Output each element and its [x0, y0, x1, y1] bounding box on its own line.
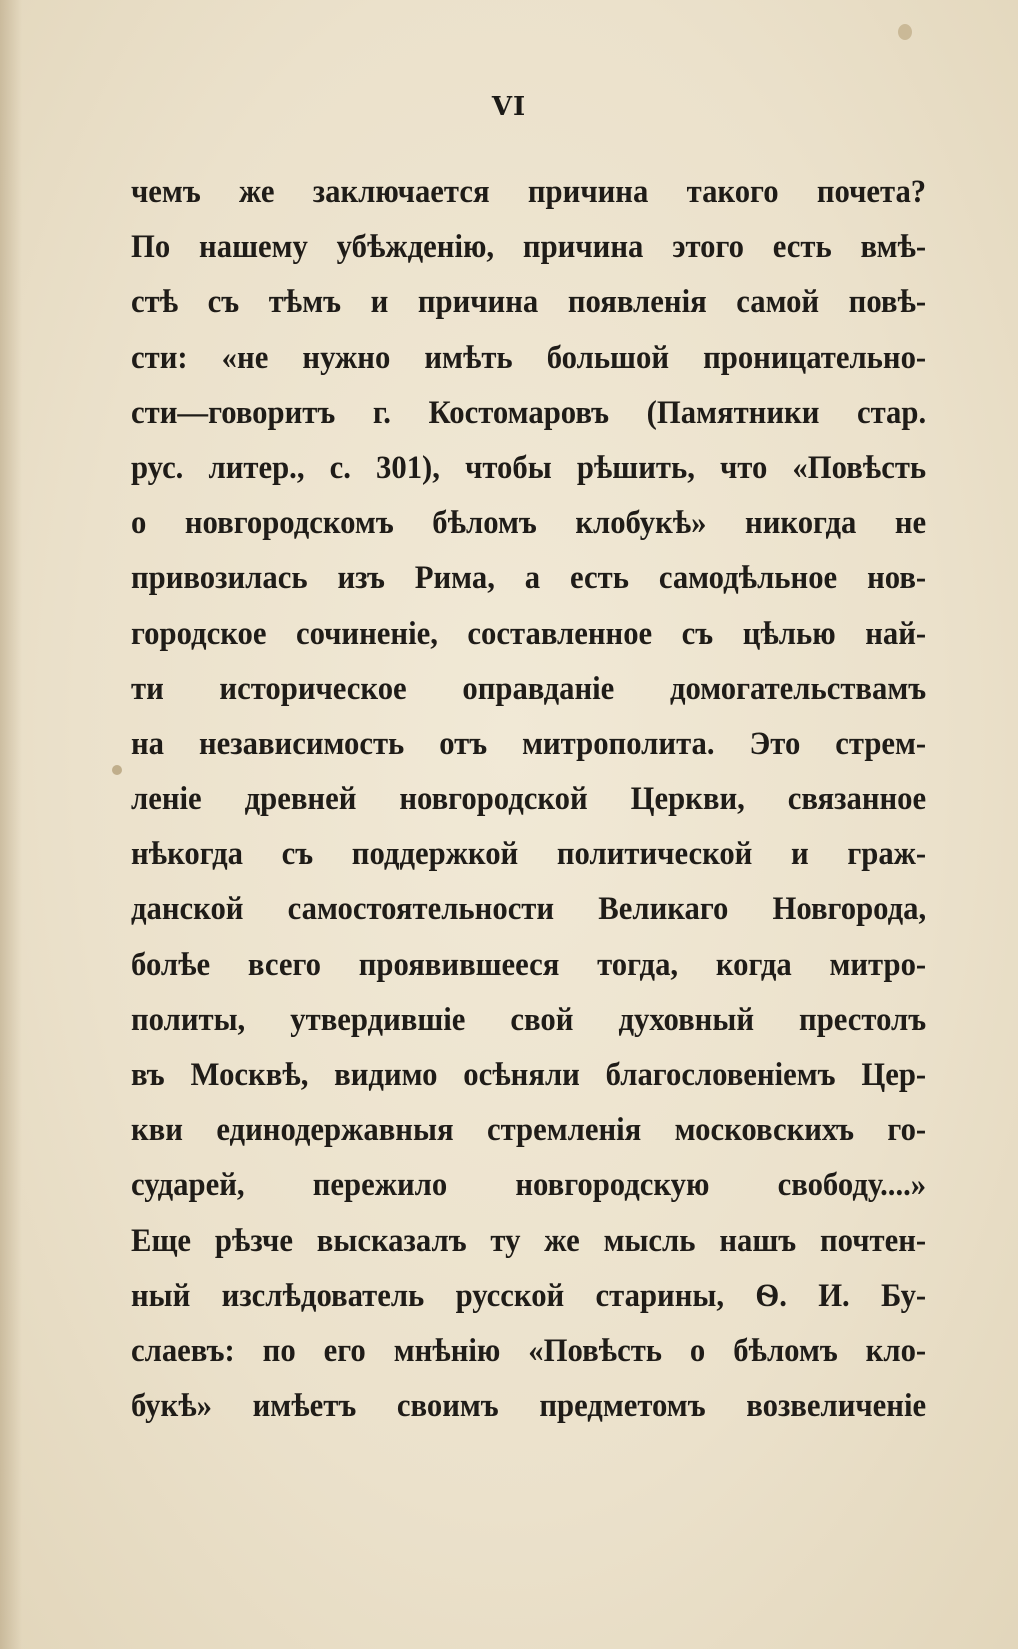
text-line: По нашему убѣжденію, причина этого есть вмѣ- — [131, 229, 927, 266]
text-line: въ Москвѣ, видимо осѣняли благословеніемъ Цер- — [131, 1057, 927, 1093]
text-line: о новгородскомъ бѣломъ клобукѣ» никогда не — [131, 505, 927, 542]
text-line: кви единодержавныя стремленія московскихъ го- — [131, 1112, 927, 1149]
text-line: нѣкогда съ поддержкой политической и граж- — [131, 836, 927, 873]
text-line: на независимость отъ митрополита. Это стрем- — [131, 725, 927, 762]
text-line: сти—говоритъ г. Костомаровъ (Памятники стар. — [131, 394, 927, 431]
text-line: сти: «не нужно имѣть большой проницательно- — [131, 339, 927, 376]
paper-stain — [112, 765, 122, 775]
page-number: VI — [491, 92, 527, 122]
text-line: чемъ же заключается причина такого почета? — [131, 174, 927, 210]
text-line: леніе древней новгородской Церкви, связанное — [131, 781, 927, 818]
text-line: Еще рѣзче высказалъ ту же мысль нашъ почтен- — [131, 1222, 927, 1259]
page-gutter-shadow — [0, 0, 22, 1649]
text-line: рус. литер., с. 301), чтобы рѣшить, что «Повѣсть — [131, 449, 927, 486]
text-line: стѣ съ тѣмъ и причина появленія самой повѣ- — [131, 284, 927, 321]
text-line: ный изслѣдователь русской старины, Ѳ. И. Бу- — [131, 1277, 927, 1314]
text-line: привозилась изъ Рима, а есть самодѣльное нов- — [131, 560, 927, 597]
text-line: сударей, пережило новгородскую свободу....» — [131, 1167, 927, 1204]
body-text — [131, 165, 926, 1434]
text-line: болѣе всего проявившееся тогда, когда митро- — [131, 946, 927, 983]
text-line: ти историческое оправданіе домогательствамъ — [131, 670, 927, 707]
text-line: данской самостоятельности Великаго Новгорода, — [131, 891, 927, 928]
paper-stain — [898, 24, 912, 40]
text-line: букѣ» имѣетъ своимъ предметомъ возвеличеніе — [131, 1388, 927, 1425]
text-line: слаевъ: по его мнѣнію «Повѣсть о бѣломъ кло- — [131, 1332, 927, 1369]
text-line: политы, утвердившіе свой духовный престолъ — [131, 1001, 927, 1038]
text-line: городское сочиненіе, составленное съ цѣлью най- — [131, 615, 927, 652]
